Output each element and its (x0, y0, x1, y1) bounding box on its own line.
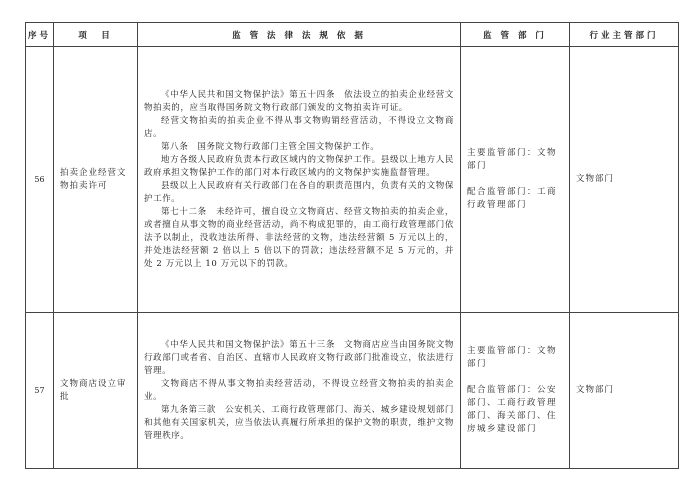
header-number: 序号 (26, 23, 54, 47)
law-paragraph: 文物商店不得从事文物拍卖经营活动，不得设立经营文物拍卖的拍卖企业。 (144, 378, 454, 402)
row-legal-basis (138, 47, 461, 313)
row-item: 文物商店设立审批 (54, 313, 138, 469)
row-supervising-dept (461, 313, 570, 469)
header-supervising-dept: 监 管 部 门 (461, 23, 570, 47)
row-industry-dept: 文物部门 (570, 47, 679, 313)
law-paragraph: 《中华人民共和国文物保护法》第五十三条 文物商店应当由国务院文物行政部门或者省、自治区、直辖市人民政府文物行政部门批准设立，依法进行管理。 (144, 339, 454, 376)
row-industry-dept: 文物部门 (570, 313, 679, 469)
header-row (26, 23, 679, 47)
law-paragraph: 第八条 国务院文物行政部门主管全国文物保护工作。 (161, 141, 380, 152)
header-legal-basis: 监 管 法 律 法 规 依 据 (138, 23, 461, 47)
header-industry-dept: 行业主管部门 (570, 23, 679, 47)
law-paragraph: 地方各级人民政府负责本行政区域内的文物保护工作。县级以上地方人民政府承担文物保护工作的部门对本行政区域内的文物保护实施监督管理。 (144, 154, 454, 178)
dept-cooperating: 配合监管部门：工商行政管理部门 (467, 187, 558, 210)
law-paragraph: 第七十二条 未经许可，擅自设立文物商店、经营文物拍卖的拍卖企业，或者擅自从事文物的商业经营活动，尚不构成犯罪的，由工商行政管理部门依法予以制止，没收违法所得、非法经营的文物，违法经营额 5 万元以上的，并处违法经营额 2 倍以上 5 倍以下的罚款；违法经营额不足 5 万元的，并处 2 万元以上 10 万元以下的罚款。 (144, 206, 454, 269)
row-number: 57 (26, 313, 54, 469)
table-row (26, 47, 679, 313)
row-item: 拍卖企业经营文物拍卖许可 (54, 47, 138, 313)
table-row (26, 313, 679, 469)
row-number: 56 (26, 47, 54, 313)
dept-main: 主要监管部门：文物部门 (467, 148, 558, 171)
regulation-table (25, 22, 679, 469)
header-item: 项 目 (54, 23, 138, 47)
law-paragraph: 《中华人民共和国文物保护法》第五十四条 依法设立的拍卖企业经营文物拍卖的，应当取得国务院文物行政部门颁发的文物拍卖许可证。 (144, 89, 454, 113)
law-paragraph: 第九条第三款 公安机关、工商行政管理部门、海关、城乡建设规划部门和其他有关国家机关，应当依法认真履行所承担的保护文物的职责，维护文物管理秩序。 (144, 404, 454, 441)
law-paragraph: 县级以上人民政府有关行政部门在各自的职责范围内，负责有关的文物保护工作。 (144, 180, 454, 204)
dept-cooperating: 配合监管部门：公安部门、工商行政管理部门、海关部门、住房城乡建设部门 (467, 385, 558, 434)
law-paragraph: 经营文物拍卖的拍卖企业不得从事文物购销经营活动，不得设立文物商店。 (144, 115, 454, 139)
row-legal-basis (138, 313, 461, 469)
row-supervising-dept (461, 47, 570, 313)
dept-main: 主要监管部门：文物部门 (467, 346, 558, 369)
